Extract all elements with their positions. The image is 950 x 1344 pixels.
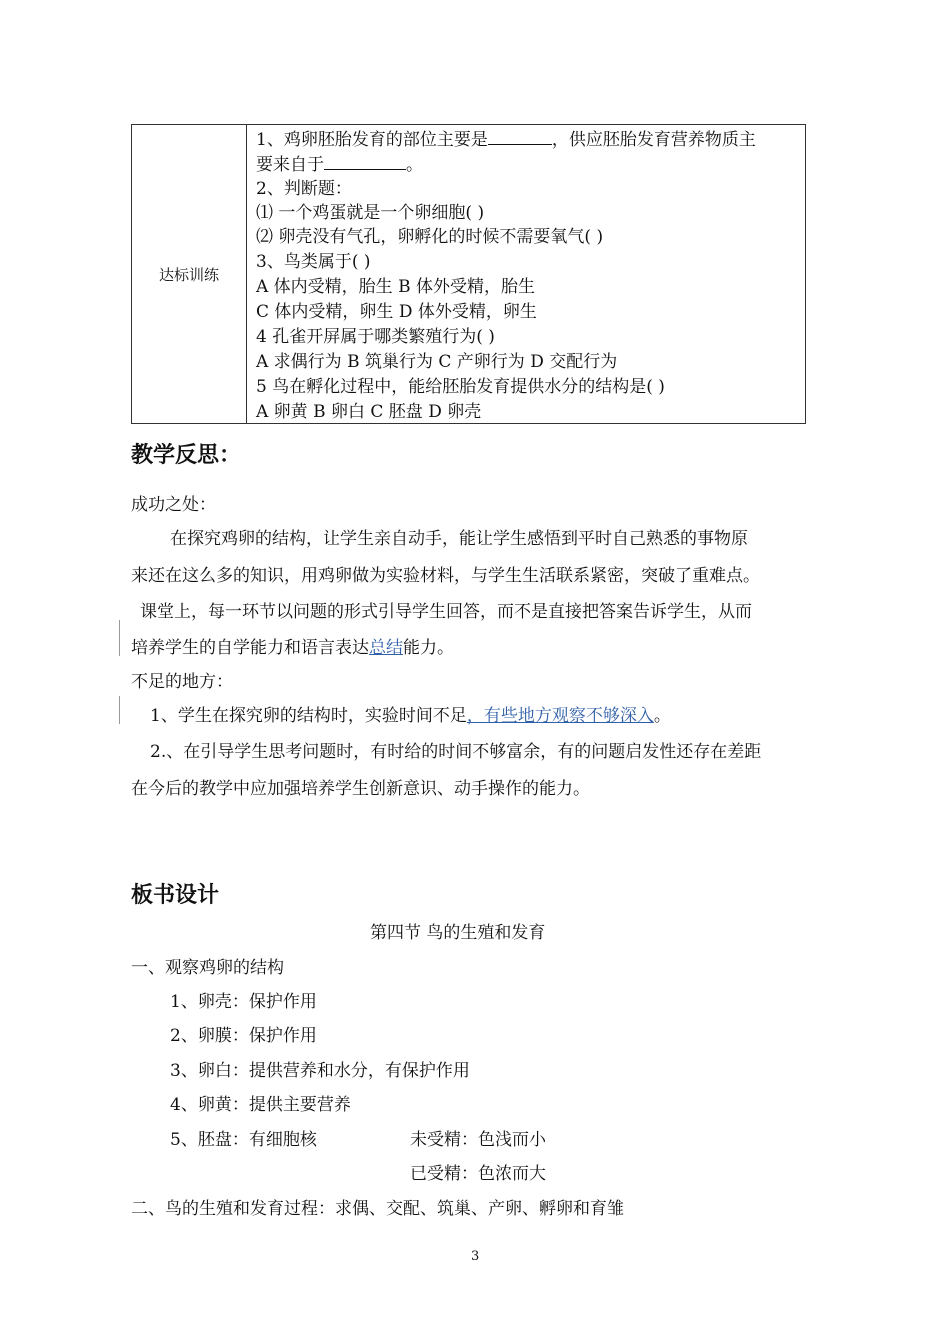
q1-text-b: ，供应胚胎发育营养物质主: [551, 130, 756, 150]
q1-text-d: 。: [406, 155, 423, 175]
success-line-4: [131, 633, 454, 658]
question-2-title: 2、判断题：: [256, 179, 352, 199]
training-label: 达标训练: [158, 265, 219, 284]
question-5-options: A 卵黄 B 卵白 C 胚盘 D 卵壳: [256, 402, 482, 422]
deficiency-line-2: 2.、在引导学生思考问题时，有时给的时间不够富余，有的问题启发性还存在差距: [150, 742, 762, 762]
observation-link[interactable]: ，有些地方观察不够深入: [466, 706, 654, 726]
question-4-title: 4 孔雀开屏属于哪类繁殖行为( ): [256, 327, 495, 347]
question-4-options: A 求偶行为 B 筑巢行为 C 产卵行为 D 交配行为: [256, 352, 618, 372]
blank-2: [324, 153, 406, 170]
table-divider: [246, 125, 247, 423]
board-item-3: 3、卵白：提供营养和水分，有保护作用: [170, 1061, 470, 1081]
deficiency-line-1-text: 1、学生在探究卵的结构时，实验时间不足: [150, 706, 467, 726]
question-3-options-cd: C 体内受精，卵生 D 体外受精，卵生: [256, 302, 537, 322]
deficiency-line-1: [150, 701, 671, 726]
q1-text-a: 1、鸡卵胚胎发育的部位主要是: [256, 130, 488, 150]
board-item-1: 1、卵壳：保护作用: [170, 992, 317, 1012]
board-part-1: 一、观察鸡卵的结构: [131, 958, 284, 978]
board-heading: 板书设计: [131, 883, 220, 908]
question-2-item-1: ⑴ 一个鸡蛋就是一个卵细胞( ): [256, 203, 485, 223]
training-table: [131, 124, 806, 424]
success-label: 成功之处：: [131, 495, 216, 515]
question-3-options-ab: A 体内受精，胎生 B 体外受精，胎生: [256, 277, 535, 297]
blank-1: [488, 128, 552, 145]
question-5-title: 5 鸟在孵化过程中，能给胚胎发育提供水分的结构是( ): [256, 377, 665, 397]
question-2-item-2: ⑵ 卵壳没有气孔，卵孵化的时候不需要氧气( ): [256, 227, 604, 247]
board-part-2: 二、鸟的生殖和发育过程：求偶、交配、筑巢、产卵、孵卵和育雏: [131, 1199, 624, 1219]
question-1-line-2: [256, 153, 423, 176]
success-line-3: 课堂上，每一环节以问题的形式引导学生回答，而不是直接把答案告诉学生，从而: [140, 602, 752, 622]
question-3-title: 3、鸟类属于( ): [256, 252, 371, 272]
revision-bar-2: [119, 696, 120, 724]
success-line-4-end: 能力。: [403, 638, 454, 658]
page-number: 3: [471, 1249, 480, 1264]
deficiency-line-3: 在今后的教学中应加强培养学生创新意识、动手操作的能力。: [131, 779, 590, 799]
question-1-line-1: [256, 128, 756, 151]
board-fertilized: 已受精：色浓而大: [410, 1164, 546, 1184]
board-item-2: 2、卵膜：保护作用: [170, 1026, 317, 1046]
success-line-4-text: 培养学生的自学能力和语言表达: [131, 638, 369, 658]
board-unfertilized: 未受精：色浅而小: [410, 1130, 546, 1150]
board-title: 第四节 鸟的生殖和发育: [370, 923, 546, 943]
q1-text-c: 要来自于: [256, 155, 324, 175]
board-item-4: 4、卵黄：提供主要营养: [170, 1095, 351, 1115]
summary-link[interactable]: 总结: [369, 638, 403, 658]
success-line-1: 在探究鸡卵的结构，让学生亲自动手，能让学生感悟到平时自己熟悉的事物原: [170, 529, 748, 549]
reflection-heading: 教学反思：: [131, 443, 242, 468]
success-line-2: 来还在这么多的知识，用鸡卵做为实验材料，与学生生活联系紧密，突破了重难点。: [131, 566, 760, 586]
board-item-5: 5、胚盘：有细胞核: [170, 1130, 317, 1150]
revision-bar: [119, 620, 120, 656]
deficiency-line-1-end: 。: [653, 706, 671, 726]
deficiency-label: 不足的地方：: [131, 672, 233, 692]
